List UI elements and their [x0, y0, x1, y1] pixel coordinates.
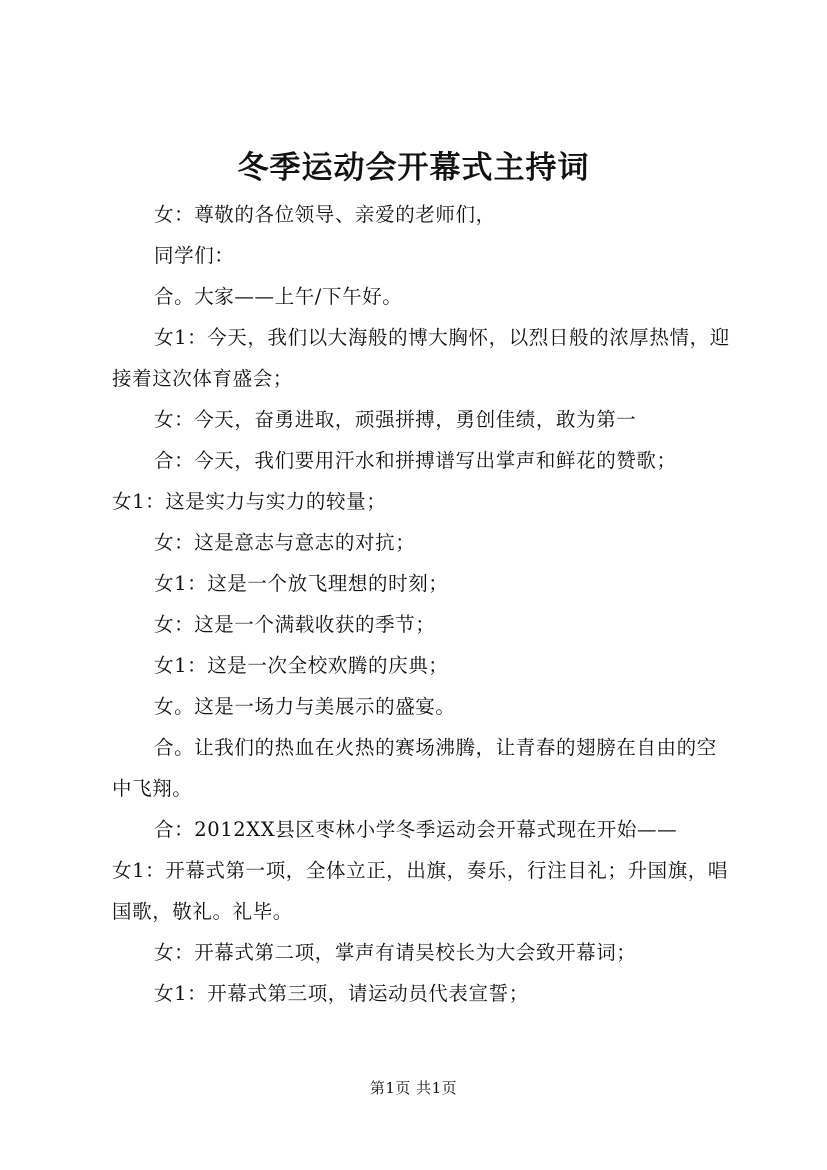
paragraph: 女1：这是实力与实力的较量；: [112, 490, 387, 513]
paragraph: 女：开幕式第二项，掌声有请吴校长为大会致开幕词；: [154, 941, 637, 964]
paragraph: 女1：开幕式第三项，请运动员代表宣誓；: [154, 982, 529, 1005]
paragraph: 合：今天，我们要用汗水和拼搏谱写出掌声和鲜花的赞歌；: [154, 449, 677, 472]
document-body: [112, 194, 732, 1014]
paragraph: 合：2012XX县区枣林小学冬季运动会开幕式现在开始——: [154, 818, 678, 841]
paragraph: 合。让我们的热血在火热的赛场沸腾，让青春的翅膀在自由的空中飞翔。: [112, 736, 717, 800]
paragraph: 女1：这是一次全校欢腾的庆典；: [154, 654, 449, 677]
paragraph: 女。这是一场力与美展示的盛宴。: [154, 695, 456, 718]
document-title: 冬季运动会开幕式主持词: [237, 150, 590, 186]
page-number-footer: 第1页 共1页: [369, 1079, 458, 1097]
paragraph: 女1：开幕式第一项，全体立正，出旗，奏乐，行注目礼；升国旗，唱国歌，敬礼。礼毕。: [112, 859, 729, 923]
paragraph: 女：今天，奋勇进取，顽强拼搏，勇创佳绩，敢为第一: [154, 408, 637, 431]
paragraph: 女1：这是一个放飞理想的时刻；: [154, 572, 449, 595]
paragraph: 同学们：: [154, 244, 235, 267]
paragraph: 合。大家——上午/下午好。: [154, 285, 403, 308]
paragraph: 女：这是一个满载收获的季节；: [154, 613, 436, 636]
paragraph: 女：尊敬的各位领导、亲爱的老师们，: [154, 203, 496, 226]
paragraph: 女：这是意志与意志的对抗；: [154, 531, 416, 554]
paragraph: 女1：今天，我们以大海般的博大胸怀，以烈日般的浓厚热情，迎接着这次体育盛会；: [112, 326, 730, 390]
